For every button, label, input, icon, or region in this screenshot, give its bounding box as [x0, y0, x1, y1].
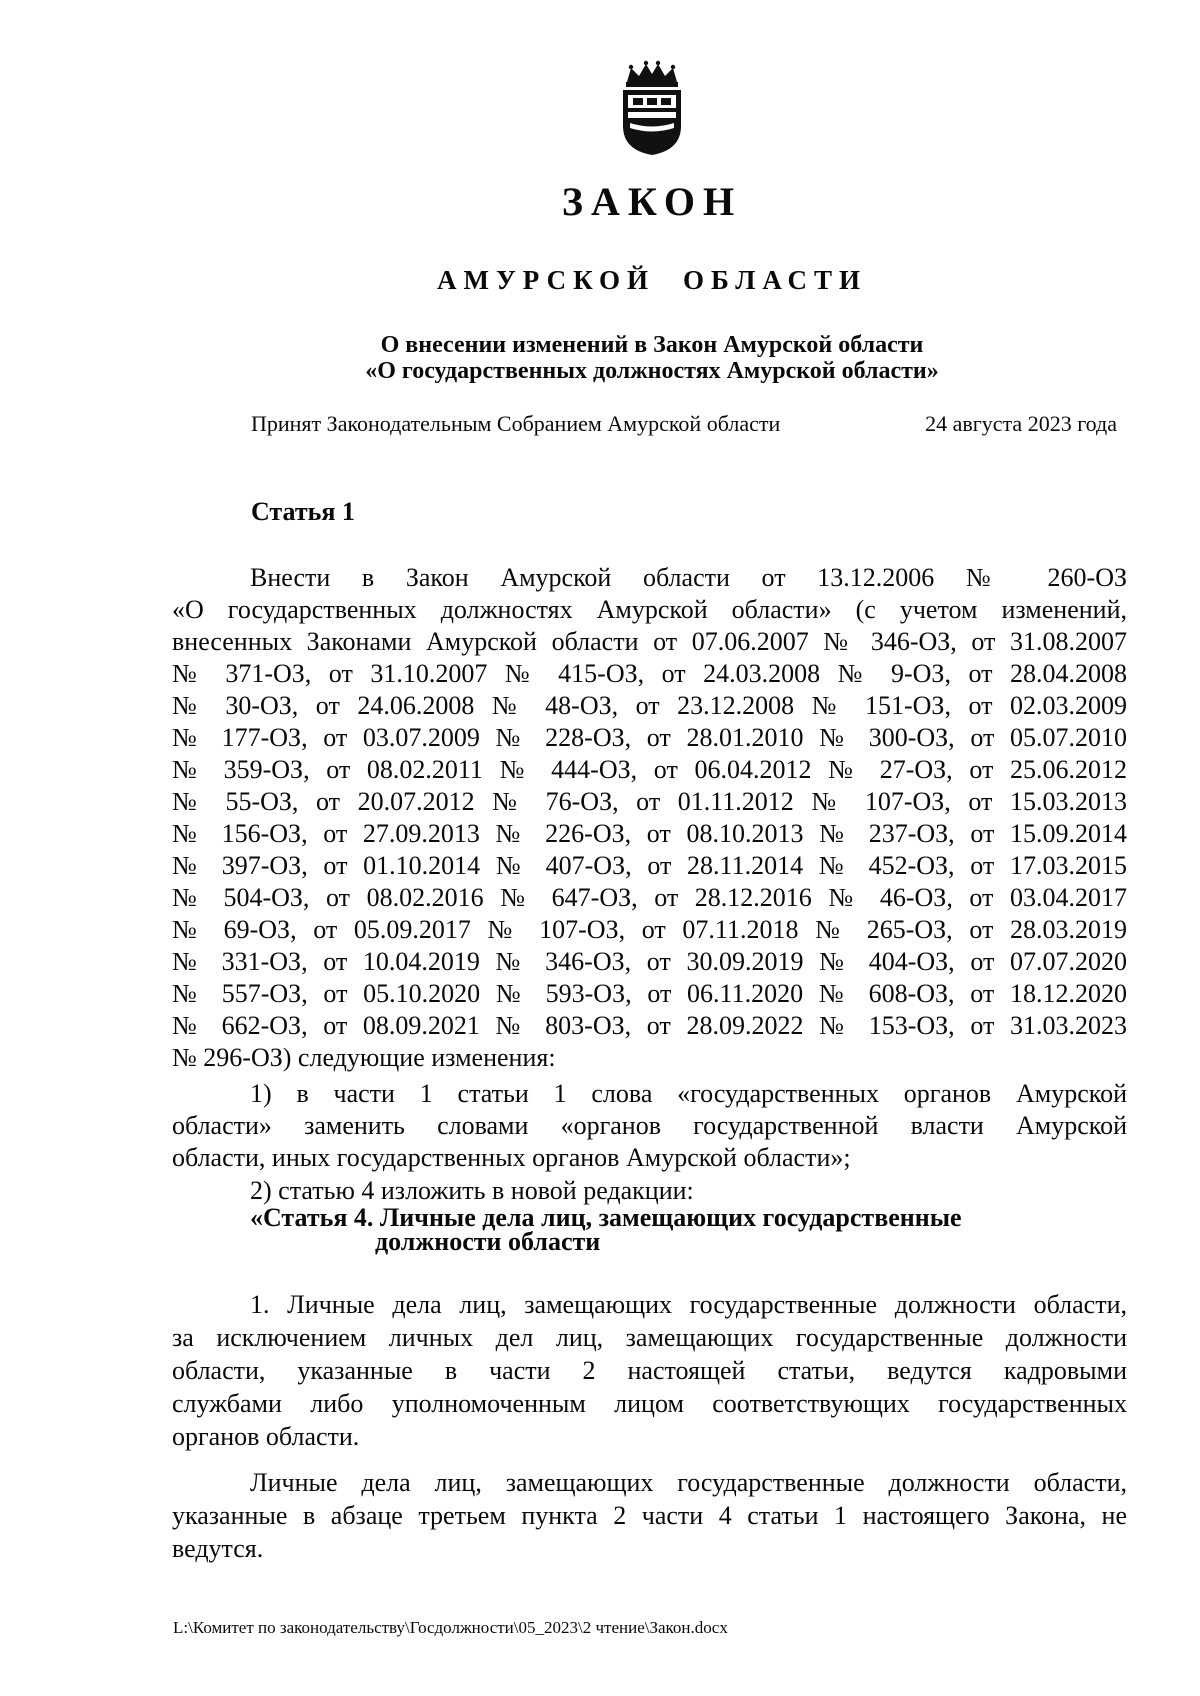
item1-line: области» заменить словами «органов государственной власти Амурской — [172, 1111, 1127, 1140]
law-subtitle — [0, 332, 1200, 384]
intro-line: «О государственных должностях Амурской области» (с учетом изменений, — [172, 595, 1127, 624]
article-4-heading — [250, 1203, 962, 1256]
item1-line: области, иных государственных органов Амурской области»; — [172, 1143, 851, 1172]
intro-line: внесенных Законами Амурской области от 07.06.2007 № 346-ОЗ, от 31.08.2007 — [172, 627, 1127, 656]
intro-line: Внести в Закон Амурской области от 13.12.2006 № 260-ОЗ — [250, 563, 1127, 592]
intro-line: № 331-ОЗ, от 10.04.2019 № 346-ОЗ, от 30.09.2019 № 404-ОЗ, от 07.07.2020 — [172, 947, 1127, 976]
para1-line: органов области. — [172, 1422, 360, 1451]
intro-line: № 55-ОЗ, от 20.07.2012 № 76-ОЗ, от 01.11.2012 № 107-ОЗ, от 15.03.2013 — [172, 787, 1127, 816]
coat-of-arms-icon — [617, 60, 687, 156]
para2-line: Личные дела лиц, замещающих государственные должности области, — [250, 1468, 1127, 1497]
intro-line: № 359-ОЗ, от 08.02.2011 № 444-ОЗ, от 06.04.2012 № 27-ОЗ, от 25.06.2012 — [172, 755, 1127, 784]
article-4-paragraph-1 — [172, 1288, 1127, 1453]
intro-line: № 69-ОЗ, от 05.09.2017 № 107-ОЗ, от 07.11.2018 № 265-ОЗ, от 28.03.2019 — [172, 915, 1127, 944]
article4-heading-line-1: «Статья 4. Личные дела лиц, замещающих государственные — [250, 1203, 962, 1232]
intro-line: № 30-ОЗ, от 24.06.2008 № 48-ОЗ, от 23.12.2008 № 151-ОЗ, от 02.03.2009 — [172, 691, 1127, 720]
intro-line: № 397-ОЗ, от 01.10.2014 № 407-ОЗ, от 28.11.2014 № 452-ОЗ, от 17.03.2015 — [172, 851, 1127, 880]
adoption-date: 24 августа 2023 года — [925, 411, 1117, 436]
intro-line: № 504-ОЗ, от 08.02.2016 № 647-ОЗ, от 28.12.2016 № 46-ОЗ, от 03.04.2017 — [172, 883, 1127, 912]
region-word-2: ОБЛАСТИ — [683, 265, 867, 295]
article4-heading-line-2: должности области — [375, 1227, 601, 1256]
para1-line: 1. Личные дела лиц, замещающих государственные должности области, — [250, 1290, 1127, 1319]
article-heading: Статья 1 — [251, 497, 355, 526]
intro-line: № 156-ОЗ, от 27.09.2013 № 226-ОЗ, от 08.10.2013 № 237-ОЗ, от 15.09.2014 — [172, 819, 1127, 848]
para2-line: указанные в абзаце третьем пункта 2 части 4 статьи 1 настоящего Закона, не — [172, 1501, 1127, 1530]
amendment-item-1 — [172, 1078, 1127, 1174]
para1-line: за исключением личных дел лиц, замещающих государственные должности — [172, 1323, 1127, 1352]
item1-line: 1) в части 1 статьи 1 слова «государственных органов Амурской — [250, 1079, 1127, 1108]
article-intro — [172, 562, 1127, 1074]
intro-line: № 662-ОЗ, от 08.09.2021 № 803-ОЗ, от 28.09.2022 № 153-ОЗ, от 31.03.2023 — [172, 1011, 1127, 1040]
adopted-by: Принят Законодательным Собранием Амурской области — [251, 411, 781, 436]
subtitle-line-1: О внесении изменений в Закон Амурской области — [380, 332, 924, 358]
adoption-line — [251, 411, 1117, 437]
intro-line: № 177-ОЗ, от 03.07.2009 № 228-ОЗ, от 28.01.2010 № 300-ОЗ, от 05.07.2010 — [172, 723, 1127, 752]
file-path-footer: L:\Комитет по законодательству\Госдолжности\05_2023\2 чтение\Закон.docx — [173, 1618, 728, 1637]
article-4-paragraph-2 — [172, 1466, 1127, 1565]
para1-line: области, указанные в части 2 настоящей статьи, ведутся кадровыми — [172, 1356, 1127, 1385]
para1-line: службами либо уполномоченным лицом соответствующих государственных — [172, 1389, 1127, 1418]
subtitle-line-2: «О государственных должностях Амурской области» — [365, 358, 939, 384]
para2-line: ведутся. — [172, 1534, 264, 1563]
intro-line: № 557-ОЗ, от 05.10.2020 № 593-ОЗ, от 06.11.2020 № 608-ОЗ, от 18.12.2020 — [172, 979, 1127, 1008]
region-word-1: АМУРСКОЙ — [437, 265, 656, 295]
intro-line: № 371-ОЗ, от 31.10.2007 № 415-ОЗ, от 24.03.2008 № 9-ОЗ, от 28.04.2008 — [172, 659, 1127, 688]
intro-line: № 296-ОЗ) следующие изменения: — [172, 1043, 556, 1072]
amendment-item-2: 2) статью 4 изложить в новой редакции: — [250, 1176, 694, 1205]
document-title: ЗАКОН — [561, 179, 743, 224]
region-title — [0, 265, 1200, 296]
